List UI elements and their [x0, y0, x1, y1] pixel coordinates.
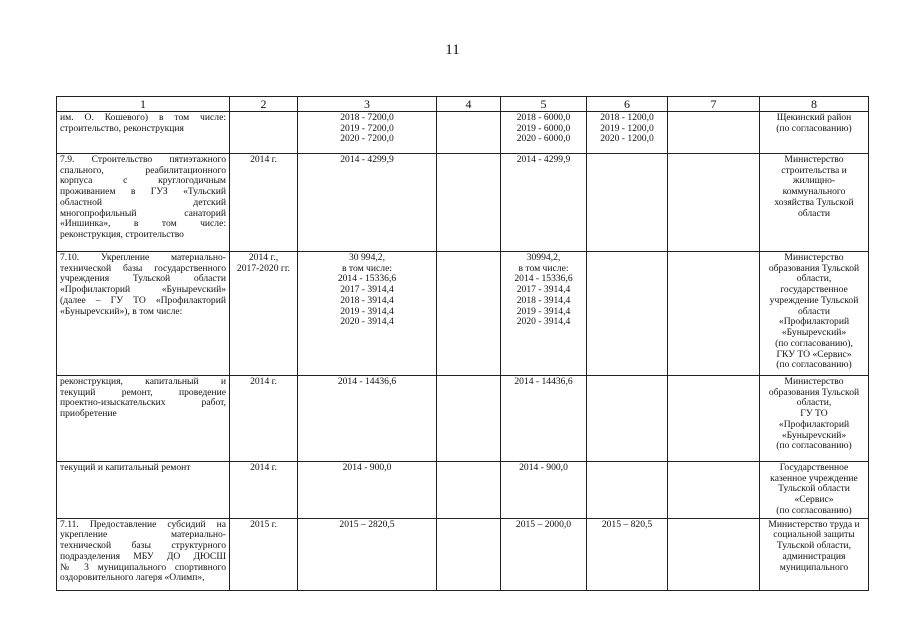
cell-line: 2019 - 3914,4 — [516, 305, 571, 317]
cell-line: 2014 - 15336,6 — [514, 273, 573, 285]
table-cell-col-5 — [501, 154, 587, 252]
cell-line: в том числе: — [518, 262, 569, 274]
cell-line: 2018 - 3914,4 — [340, 294, 394, 306]
cell-line: 2014 - 4299,9 — [340, 154, 394, 165]
cell-line: социальной защиты — [773, 529, 855, 541]
header-col-3: 3 — [298, 97, 437, 112]
cell-line: «Профилакторий «Бунырevский» — [60, 284, 226, 296]
table-cell-col-7 — [668, 112, 760, 154]
table-cell-col-3 — [298, 154, 437, 252]
cell-line: Министерство — [784, 154, 844, 165]
table-cell-col-7 — [668, 462, 760, 519]
cell-line: (далее – ГУ ТО «Профилакторий — [60, 294, 226, 306]
table-cell-col-4 — [437, 252, 501, 376]
cell-line: Тульской области — [778, 483, 850, 495]
cell-line: области, — [796, 397, 832, 409]
cell-line: 2014 - 14436,6 — [514, 376, 573, 387]
cell-line: 30994,2, — [526, 252, 561, 263]
cell-line: 2018 - 6000,0 — [516, 112, 571, 123]
cell-line: Министерство труда и — [768, 518, 860, 530]
cell-line: (по согласованию) — [776, 504, 852, 516]
table-cell-col-8 — [760, 154, 869, 252]
cell-line: (по согласованию) — [776, 440, 852, 452]
cell-line: ГУ ТО — [800, 408, 828, 420]
cell-line: 7.9. Строительство пятиэтажного — [60, 154, 226, 165]
cell-line: технической базы структурного — [60, 540, 226, 552]
cell-line: образования Тульской — [768, 262, 860, 274]
cell-line: 2014 - 900,0 — [342, 462, 392, 473]
cell-line: текущий ремонт, проведение — [60, 386, 226, 398]
cell-line: 2015 – 820,5 — [601, 518, 653, 530]
table-cell-col-4 — [437, 462, 501, 519]
cell-line: «Профилакторий — [778, 316, 850, 328]
table-cell-col-3 — [298, 518, 437, 590]
table-cell-col-4 — [437, 518, 501, 590]
cell-line: Министерство — [784, 376, 844, 387]
cell-line: им. О. Кошевого) в том числе: — [60, 112, 226, 123]
cell-line: «Сервис» — [794, 494, 834, 506]
cell-line: области — [797, 207, 831, 219]
table-row — [57, 154, 869, 252]
table-cell-col-1 — [57, 376, 230, 462]
cell-line: области — [797, 305, 831, 317]
table-cell-col-8 — [760, 112, 869, 154]
cell-line: текущий и капитальный ремонт — [60, 462, 191, 473]
table-cell-col-2 — [230, 462, 298, 519]
cell-line: хозяйства Тульской — [774, 196, 854, 208]
cell-line: приобретение — [60, 408, 117, 420]
table-cell-col-6 — [587, 376, 668, 462]
table-cell-col-8 — [760, 252, 869, 376]
cell-line: 2014 - 15336,6 — [337, 273, 397, 285]
table-cell-col-6 — [587, 462, 668, 519]
cell-line: 30 994,2, — [349, 252, 385, 263]
table-cell-col-2 — [230, 376, 298, 462]
cell-line: 2018 - 1200,0 — [600, 112, 654, 123]
table-cell-col-1 — [57, 154, 230, 252]
cell-line: 2014 г. — [250, 376, 277, 387]
page-number: 11 — [445, 42, 460, 58]
cell-line: проектно-изыскательских работ, — [60, 397, 226, 409]
table-cell-col-1 — [57, 518, 230, 590]
table-row — [57, 376, 869, 462]
cell-line: 7.11. Предоставление субсидий на — [60, 518, 226, 530]
table-cell-col-3 — [298, 462, 437, 519]
table-cell-col-8 — [760, 518, 869, 590]
cell-line: спального, реабилитационного — [60, 164, 226, 176]
cell-line: корпуса с круглогодичным — [60, 175, 226, 187]
table-cell-col-1 — [57, 252, 230, 376]
cell-line: 2017-2020 гг. — [236, 262, 291, 274]
header-row — [57, 97, 869, 112]
cell-line: 2019 - 3914,4 — [340, 305, 394, 317]
table-body — [57, 112, 869, 591]
table-cell-col-6 — [587, 252, 668, 376]
cell-line: 2014 г., — [248, 252, 279, 263]
cell-line: (по согласованию), — [775, 337, 853, 349]
cell-line: государственное — [780, 284, 848, 296]
header-col-2: 2 — [230, 97, 298, 112]
table-cell-col-8 — [760, 376, 869, 462]
cell-line: образования Тульской — [768, 386, 860, 398]
header-col-6: 6 — [587, 97, 668, 112]
cell-line: 2018 - 7200,0 — [340, 112, 394, 123]
cell-line: Государственное — [779, 462, 849, 473]
cell-line: реконструкция, капитальный и — [60, 376, 226, 387]
cell-line: муниципального — [779, 561, 849, 573]
cell-line: 2015 – 2820,5 — [339, 518, 395, 530]
cell-line: технической базы государственного — [60, 262, 226, 274]
cell-line: 2020 - 3914,4 — [340, 316, 394, 328]
cell-line: оздоровительного лагеря «Олимп», — [60, 572, 205, 584]
cell-line: 2014 г. — [250, 462, 277, 473]
table-cell-col-5 — [501, 518, 587, 590]
table-cell-col-6 — [587, 154, 668, 252]
cell-line: подразделения МБУ ДО ДЮСШ — [60, 550, 226, 562]
cell-line: казенное учреждение — [770, 472, 858, 484]
table-cell-col-4 — [437, 154, 501, 252]
table-cell-col-3 — [298, 112, 437, 154]
table-cell-col-8 — [760, 462, 869, 519]
cell-line: строительство, реконструкция — [60, 122, 184, 134]
cell-line: 2014 - 4299,9 — [516, 154, 571, 165]
cell-line: 2014 г. — [250, 154, 277, 165]
cell-line: строительства и — [781, 164, 847, 176]
cell-line: администрация — [782, 550, 846, 562]
cell-line: 2015 – 2000,0 — [515, 518, 572, 530]
cell-line: 7.10. Укрепление материально- — [60, 252, 226, 263]
table-cell-col-1 — [57, 112, 230, 154]
table-cell-col-3 — [298, 376, 437, 462]
header-col-1: 1 — [57, 97, 230, 112]
cell-line: учреждение Тульской — [769, 294, 859, 306]
cell-line: области, — [796, 273, 832, 285]
table-cell-col-2 — [230, 518, 298, 590]
table-row — [57, 518, 869, 590]
cell-line: 2017 - 3914,4 — [340, 284, 394, 296]
cell-line: ГКУ ТО «Сервис» — [776, 348, 852, 360]
cell-line: в том числе: — [341, 262, 392, 274]
cell-line: 2019 - 6000,0 — [516, 122, 571, 134]
cell-line: областной детский — [60, 196, 226, 208]
header-col-8: 8 — [760, 97, 869, 112]
table-cell-col-7 — [668, 518, 760, 590]
table-cell-col-4 — [437, 376, 501, 462]
cell-line: 2014 - 900,0 — [519, 462, 568, 473]
table-cell-col-5 — [501, 112, 587, 154]
cell-line: 2019 - 1200,0 — [600, 122, 654, 134]
table-cell-col-4 — [437, 112, 501, 154]
cell-line: 2020 - 1200,0 — [600, 133, 654, 145]
cell-line: многопрофильный санаторий — [60, 207, 226, 219]
table-cell-col-2 — [230, 112, 298, 154]
table-cell-col-7 — [668, 154, 760, 252]
cell-line: «Бунырevский» — [781, 327, 847, 339]
cell-line: Министерство — [784, 252, 844, 263]
table-cell-col-7 — [668, 252, 760, 376]
header-col-7: 7 — [668, 97, 760, 112]
table-cell-col-2 — [230, 154, 298, 252]
cell-line: 2020 - 6000,0 — [516, 133, 571, 145]
cell-line: 2020 - 3914,4 — [516, 316, 571, 328]
cell-line: 2019 - 7200,0 — [340, 122, 394, 134]
cell-line: коммунального — [782, 186, 846, 198]
table-row — [57, 462, 869, 519]
cell-line: «Иншинка», в том числе: — [60, 218, 226, 230]
cell-line: реконструкция, строительство — [60, 229, 184, 241]
program-table — [56, 96, 869, 591]
table-cell-col-5 — [501, 462, 587, 519]
cell-line: (по согласованию) — [776, 359, 852, 371]
table-cell-col-2 — [230, 252, 298, 376]
cell-line: «Бунырevский» — [781, 429, 847, 441]
cell-line: 2018 - 3914,4 — [516, 294, 571, 306]
cell-line: Тульской области, — [776, 540, 852, 552]
table-row — [57, 252, 869, 376]
cell-line: 2015 г. — [250, 518, 277, 530]
table-cell-col-7 — [668, 376, 760, 462]
cell-line: укрепление материально- — [60, 529, 226, 541]
cell-line: «Профилакторий — [778, 418, 850, 430]
cell-line: 2014 - 14436,6 — [337, 376, 397, 387]
table-cell-col-6 — [587, 112, 668, 154]
table-cell-col-5 — [501, 376, 587, 462]
cell-line: 2017 - 3914,4 — [516, 284, 571, 296]
header-col-5: 5 — [501, 97, 587, 112]
cell-line: Щекинский район — [776, 112, 852, 123]
table-cell-col-1 — [57, 462, 230, 519]
table-cell-col-5 — [501, 252, 587, 376]
cell-line: жилищно- — [792, 175, 836, 187]
cell-line: учреждения Тульской области — [60, 273, 226, 285]
cell-line: 2020 - 7200,0 — [340, 133, 394, 145]
table-cell-col-3 — [298, 252, 437, 376]
table-row — [57, 112, 869, 154]
header-col-4: 4 — [437, 97, 501, 112]
cell-line: «Бунырevский»), в том числе: — [60, 305, 183, 317]
cell-line: (по согласованию) — [776, 122, 852, 134]
cell-line: проживанием в ГУЗ «Тульский — [60, 186, 226, 198]
table-cell-col-6 — [587, 518, 668, 590]
cell-line: № 3 муниципального спортивного — [60, 561, 226, 573]
